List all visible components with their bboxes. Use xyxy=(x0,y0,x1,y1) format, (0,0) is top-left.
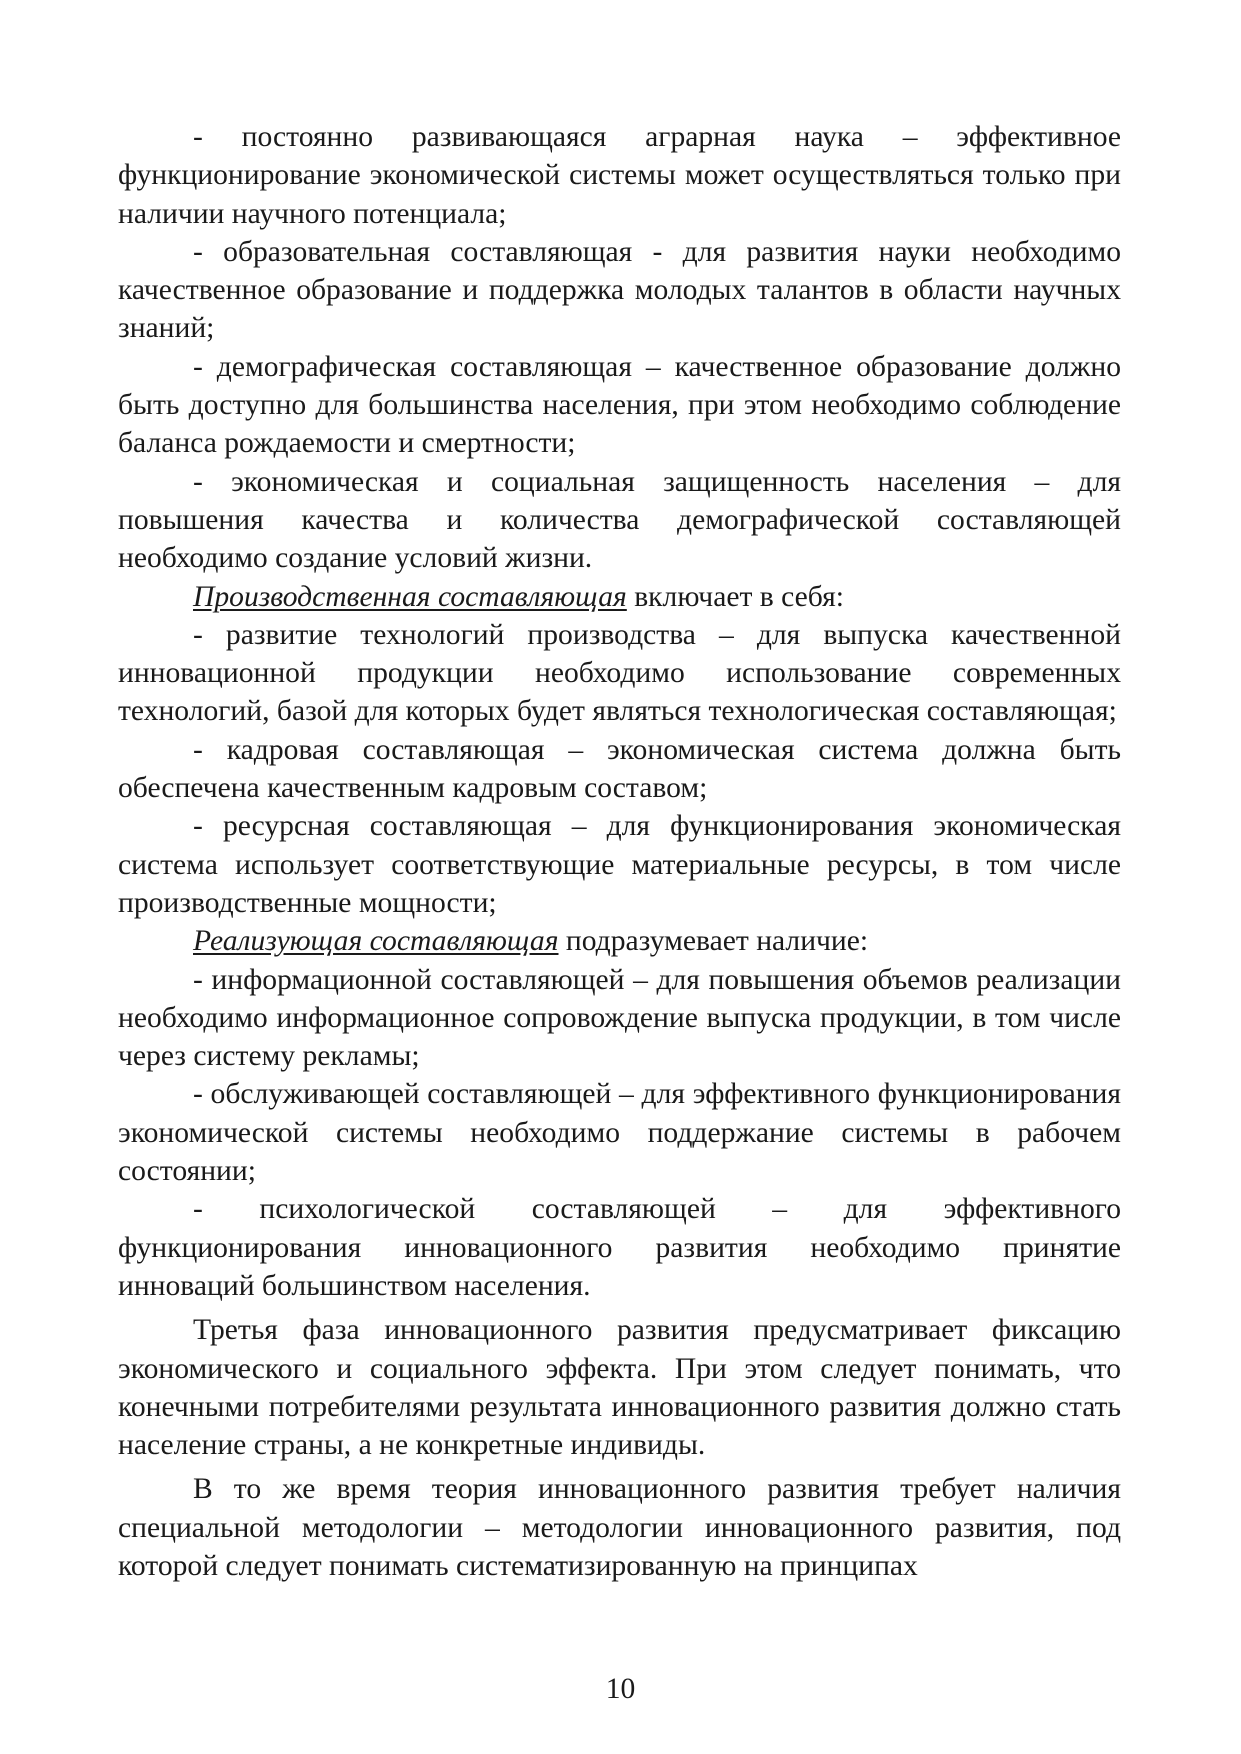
paragraph-demographic-component: - демографическая составляющая – качественное образование должно быть доступно для большинства населения, при этом необходимо соблюдение баланса рождаемости и смертности; xyxy=(118,350,1121,460)
production-component-term: Производственная составляющая xyxy=(193,580,627,613)
page-number: 10 xyxy=(605,1673,636,1705)
paragraph-agrarian-science: - постоянно развивающаяся аграрная наука – эффективное функционирование экономической системы может осуществляться только при наличии научного потенциала; xyxy=(118,121,1121,230)
paragraph-economic-social-security: - экономическая и социальная защищенность населения – для повышения качества и количества демографической составляющей необходимо создание условий жизни. xyxy=(118,465,1121,575)
paragraph-production-component-intro xyxy=(118,578,1121,616)
paragraph-methodology: В то же время теория инновационного развития требует наличия специальной методологии – методологии инновационного развития, под которой следует понимать систематизированную на принципах xyxy=(118,1473,1121,1582)
paragraph-information-component: - информационной составляющей – для повышения объемов реализации необходимо информационное сопровождение выпуска продукции, в том числе через систему рекламы; xyxy=(118,963,1121,1073)
paragraph-resource-component: - ресурсная составляющая – для функционирования экономическая система использует соответствующие материальные ресурсы, в том числе производственные мощности; xyxy=(118,810,1121,919)
realizing-component-rest: подразумевает наличие: xyxy=(558,925,869,958)
paragraph-educational-component: - образовательная составляющая - для развития науки необходимо качественное образование и поддержка молодых талантов в области научных знаний; xyxy=(118,235,1121,345)
realizing-component-term: Реализующая составляющая xyxy=(193,925,559,958)
paragraph-production-technology: - развитие технологий производства – для выпуска качественной инновационной продукции необходимо использование современных технологий, базой для которых будет являться технологическая составляющая; xyxy=(118,618,1121,728)
paragraph-personnel-component: - кадровая составляющая – экономическая система должна быть обеспечена качественным кадровым составом; xyxy=(118,733,1121,805)
production-component-rest: включает в себя: xyxy=(626,580,844,613)
paragraph-service-component: - обслуживающей составляющей – для эффективного функционирования экономической системы необходимо поддержание системы в рабочем состоянии; xyxy=(118,1078,1121,1188)
body-text xyxy=(118,118,1121,1585)
paragraph-third-phase: Третья фаза инновационного развития предусматривает фиксацию экономического и социального эффекта. При этом следует понимать, что конечными потребителями результата инновационного развития должно стать население страны, а не конкретные индивиды. xyxy=(118,1314,1121,1462)
paragraph-psychological-component: - психологической составляющей – для эффективного функционирования инновационного развития необходимо принятие инноваций большинством населения. xyxy=(118,1193,1121,1302)
paragraph-realizing-component-intro xyxy=(118,922,1121,960)
